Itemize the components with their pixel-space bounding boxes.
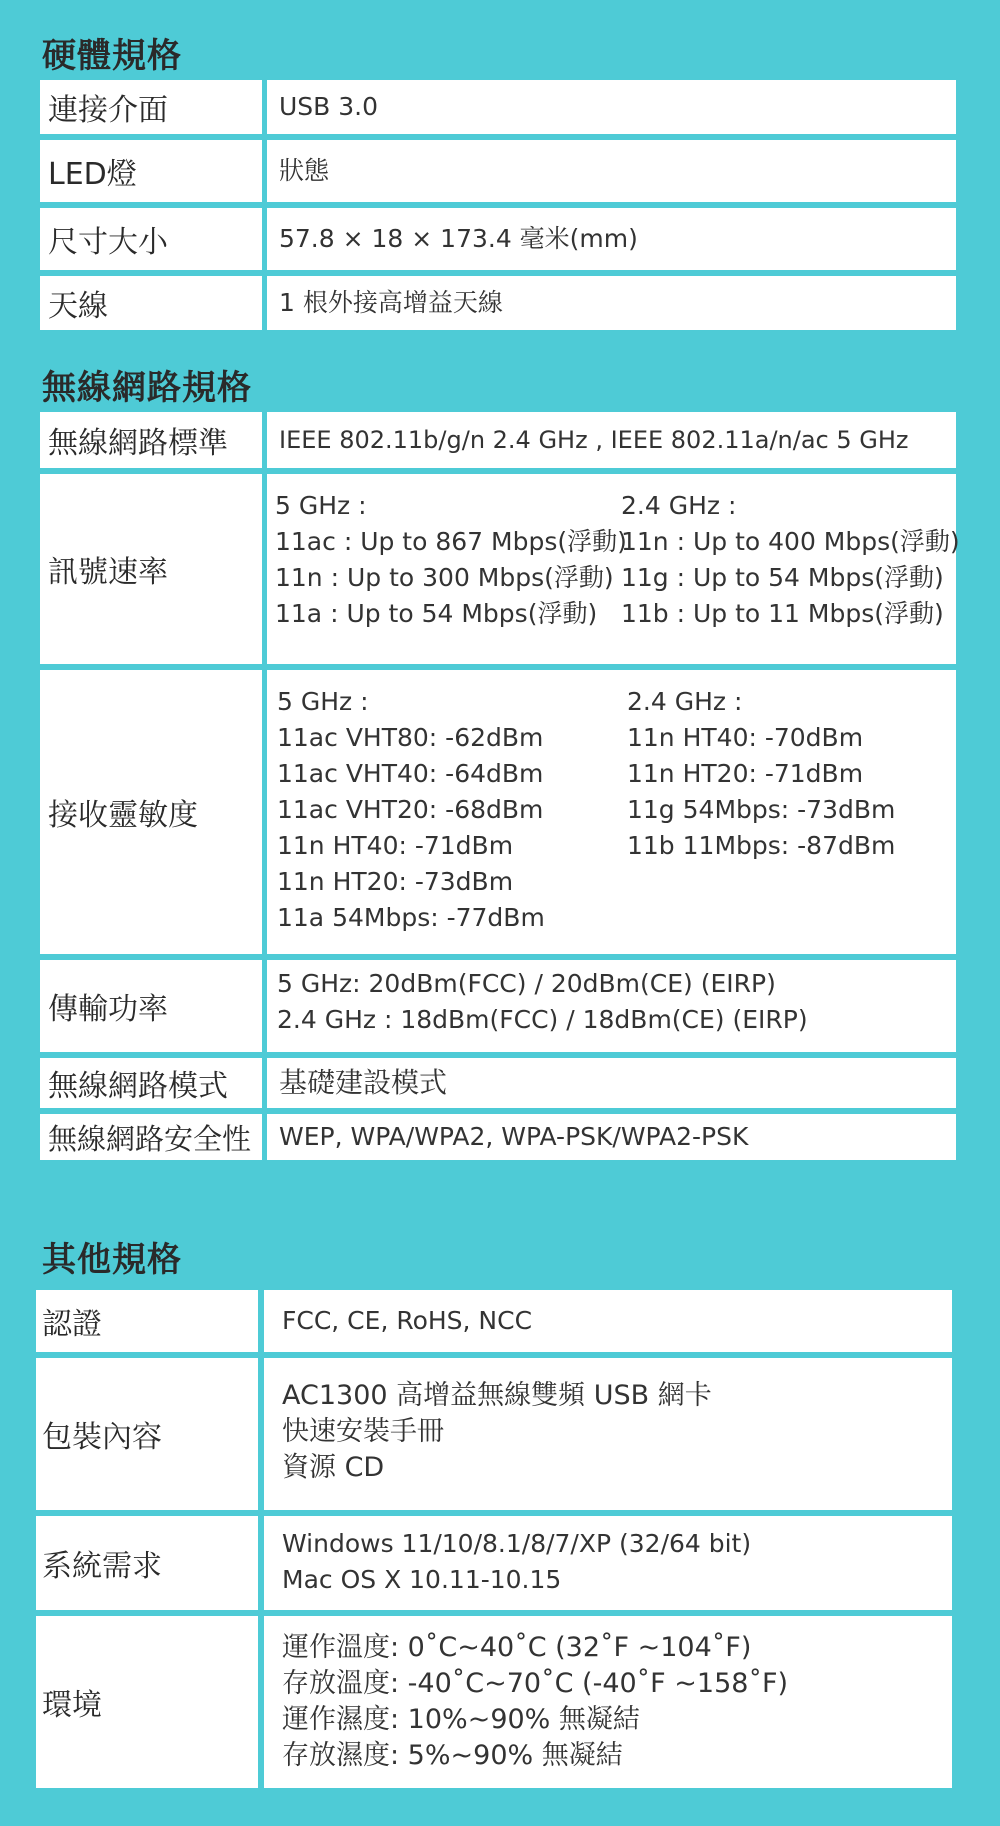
spec-label: 傳輸功率: [40, 960, 262, 1052]
spec-row-system: [0, 1516, 1000, 1610]
sensitivity-line: 11ac VHT20: -68dBm: [277, 795, 544, 824]
sensitivity-line: 11g 54Mbps: -73dBm: [627, 795, 896, 824]
env-line: 運作溫度: 0˚C~40˚C (32˚F ~104˚F): [282, 1632, 752, 1663]
spec-value: [267, 474, 960, 664]
sensitivity-24ghz-column: [627, 684, 895, 864]
spec-label: 無線網路標準: [40, 412, 262, 468]
spec-value: 狀態: [267, 140, 956, 202]
spec-value: USB 3.0: [267, 80, 956, 134]
rate-line: 11g : Up to 54 Mbps(浮動): [621, 563, 944, 592]
sensitivity-line: 11n HT40: -71dBm: [277, 831, 514, 860]
sensitivity-line: 5 GHz :: [277, 687, 369, 716]
package-line: AC1300 高增益無線雙頻 USB 網卡: [282, 1380, 712, 1411]
spec-row-sensitivity: [0, 670, 1000, 954]
sensitivity-line: 11a 54Mbps: -77dBm: [277, 903, 545, 932]
spec-row-mode: [0, 1058, 1000, 1108]
spec-row-environment: [0, 1616, 1000, 1788]
spec-label: 無線網路模式: [40, 1058, 262, 1108]
rate-line: 11n : Up to 300 Mbps(浮動): [275, 563, 614, 592]
sensitivity-line: 11b 11Mbps: -87dBm: [627, 831, 896, 860]
section-title-wireless: 無線網路規格: [42, 368, 252, 408]
rate-line: 2.4 GHz :: [621, 491, 737, 520]
spec-label: 環境: [36, 1616, 258, 1788]
section-title-hardware: 硬體規格: [42, 36, 182, 76]
rate-line: 11ac : Up to 867 Mbps(浮動): [275, 527, 627, 556]
spec-value: 基礎建設模式: [267, 1058, 956, 1108]
sensitivity-line: 11n HT40: -70dBm: [627, 723, 864, 752]
spec-row-security: [0, 1114, 1000, 1160]
sensitivity-5ghz-column: [277, 684, 545, 936]
spec-value: [264, 1358, 952, 1510]
spec-label: 天線: [40, 276, 262, 330]
spec-label: 接收靈敏度: [40, 670, 262, 954]
spec-value: FCC, CE, RoHS, NCC: [264, 1290, 952, 1352]
spec-value: IEEE 802.11b/g/n 2.4 GHz , IEEE 802.11a/n/ac 5 GHz: [267, 412, 956, 468]
sensitivity-line: 11n HT20: -71dBm: [627, 759, 864, 788]
spec-label: 訊號速率: [40, 474, 262, 664]
power-line: 2.4 GHz : 18dBm(FCC) / 18dBm(CE) (EIRP): [277, 1005, 808, 1034]
spec-value: 1 根外接高增益天線: [267, 276, 956, 330]
rate-5ghz-column: [275, 488, 627, 632]
env-line: 運作濕度: 10%~90% 無凝結: [282, 1704, 640, 1735]
spec-label: 包裝內容: [36, 1358, 258, 1510]
power-line: 5 GHz: 20dBm(FCC) / 20dBm(CE) (EIRP): [277, 969, 776, 998]
spec-row-size: [0, 208, 1000, 270]
spec-label: LED燈: [40, 140, 262, 202]
spec-label: 連接介面: [40, 80, 262, 134]
rate-24ghz-column: [621, 488, 960, 632]
sensitivity-line: 11ac VHT80: -62dBm: [277, 723, 544, 752]
spec-row-rate: [0, 474, 1000, 664]
spec-row-package: [0, 1358, 1000, 1510]
env-line: 存放濕度: 5%~90% 無凝結: [282, 1740, 623, 1771]
rate-line: 11b : Up to 11 Mbps(浮動): [621, 599, 944, 628]
spec-value: [264, 1616, 952, 1788]
rate-line: 11a : Up to 54 Mbps(浮動): [275, 599, 598, 628]
env-line: 存放溫度: -40˚C~70˚C (-40˚F ~158˚F): [282, 1668, 789, 1699]
spec-row-power: [0, 960, 1000, 1052]
sensitivity-line: 11n HT20: -73dBm: [277, 867, 514, 896]
spec-value: WEP, WPA/WPA2, WPA-PSK/WPA2-PSK: [267, 1114, 956, 1160]
spec-row-interface: [0, 80, 1000, 134]
rate-line: 11n : Up to 400 Mbps(浮動): [621, 527, 960, 556]
spec-value: 57.8 × 18 × 173.4 毫米(mm): [267, 208, 956, 270]
spec-label: 系統需求: [36, 1516, 258, 1610]
spec-row-certification: [0, 1290, 1000, 1352]
spec-value: [264, 1516, 952, 1610]
spec-row-antenna: [0, 276, 1000, 330]
spec-label: 尺寸大小: [40, 208, 262, 270]
sensitivity-line: 11ac VHT40: -64dBm: [277, 759, 544, 788]
package-line: 資源 CD: [282, 1452, 385, 1483]
spec-row-standard: [0, 412, 1000, 468]
section-title-other: 其他規格: [42, 1240, 182, 1280]
spec-label: 無線網路安全性: [40, 1114, 262, 1160]
rate-line: 5 GHz :: [275, 491, 367, 520]
system-line: Mac OS X 10.11-10.15: [282, 1565, 562, 1594]
sensitivity-line: 2.4 GHz :: [627, 687, 743, 716]
spec-value: [267, 670, 956, 954]
spec-label: 認證: [36, 1290, 258, 1352]
spec-value: [267, 960, 956, 1052]
spec-row-led: [0, 140, 1000, 202]
package-line: 快速安裝手冊: [282, 1416, 444, 1447]
system-line: Windows 11/10/8.1/8/7/XP (32/64 bit): [282, 1529, 752, 1558]
